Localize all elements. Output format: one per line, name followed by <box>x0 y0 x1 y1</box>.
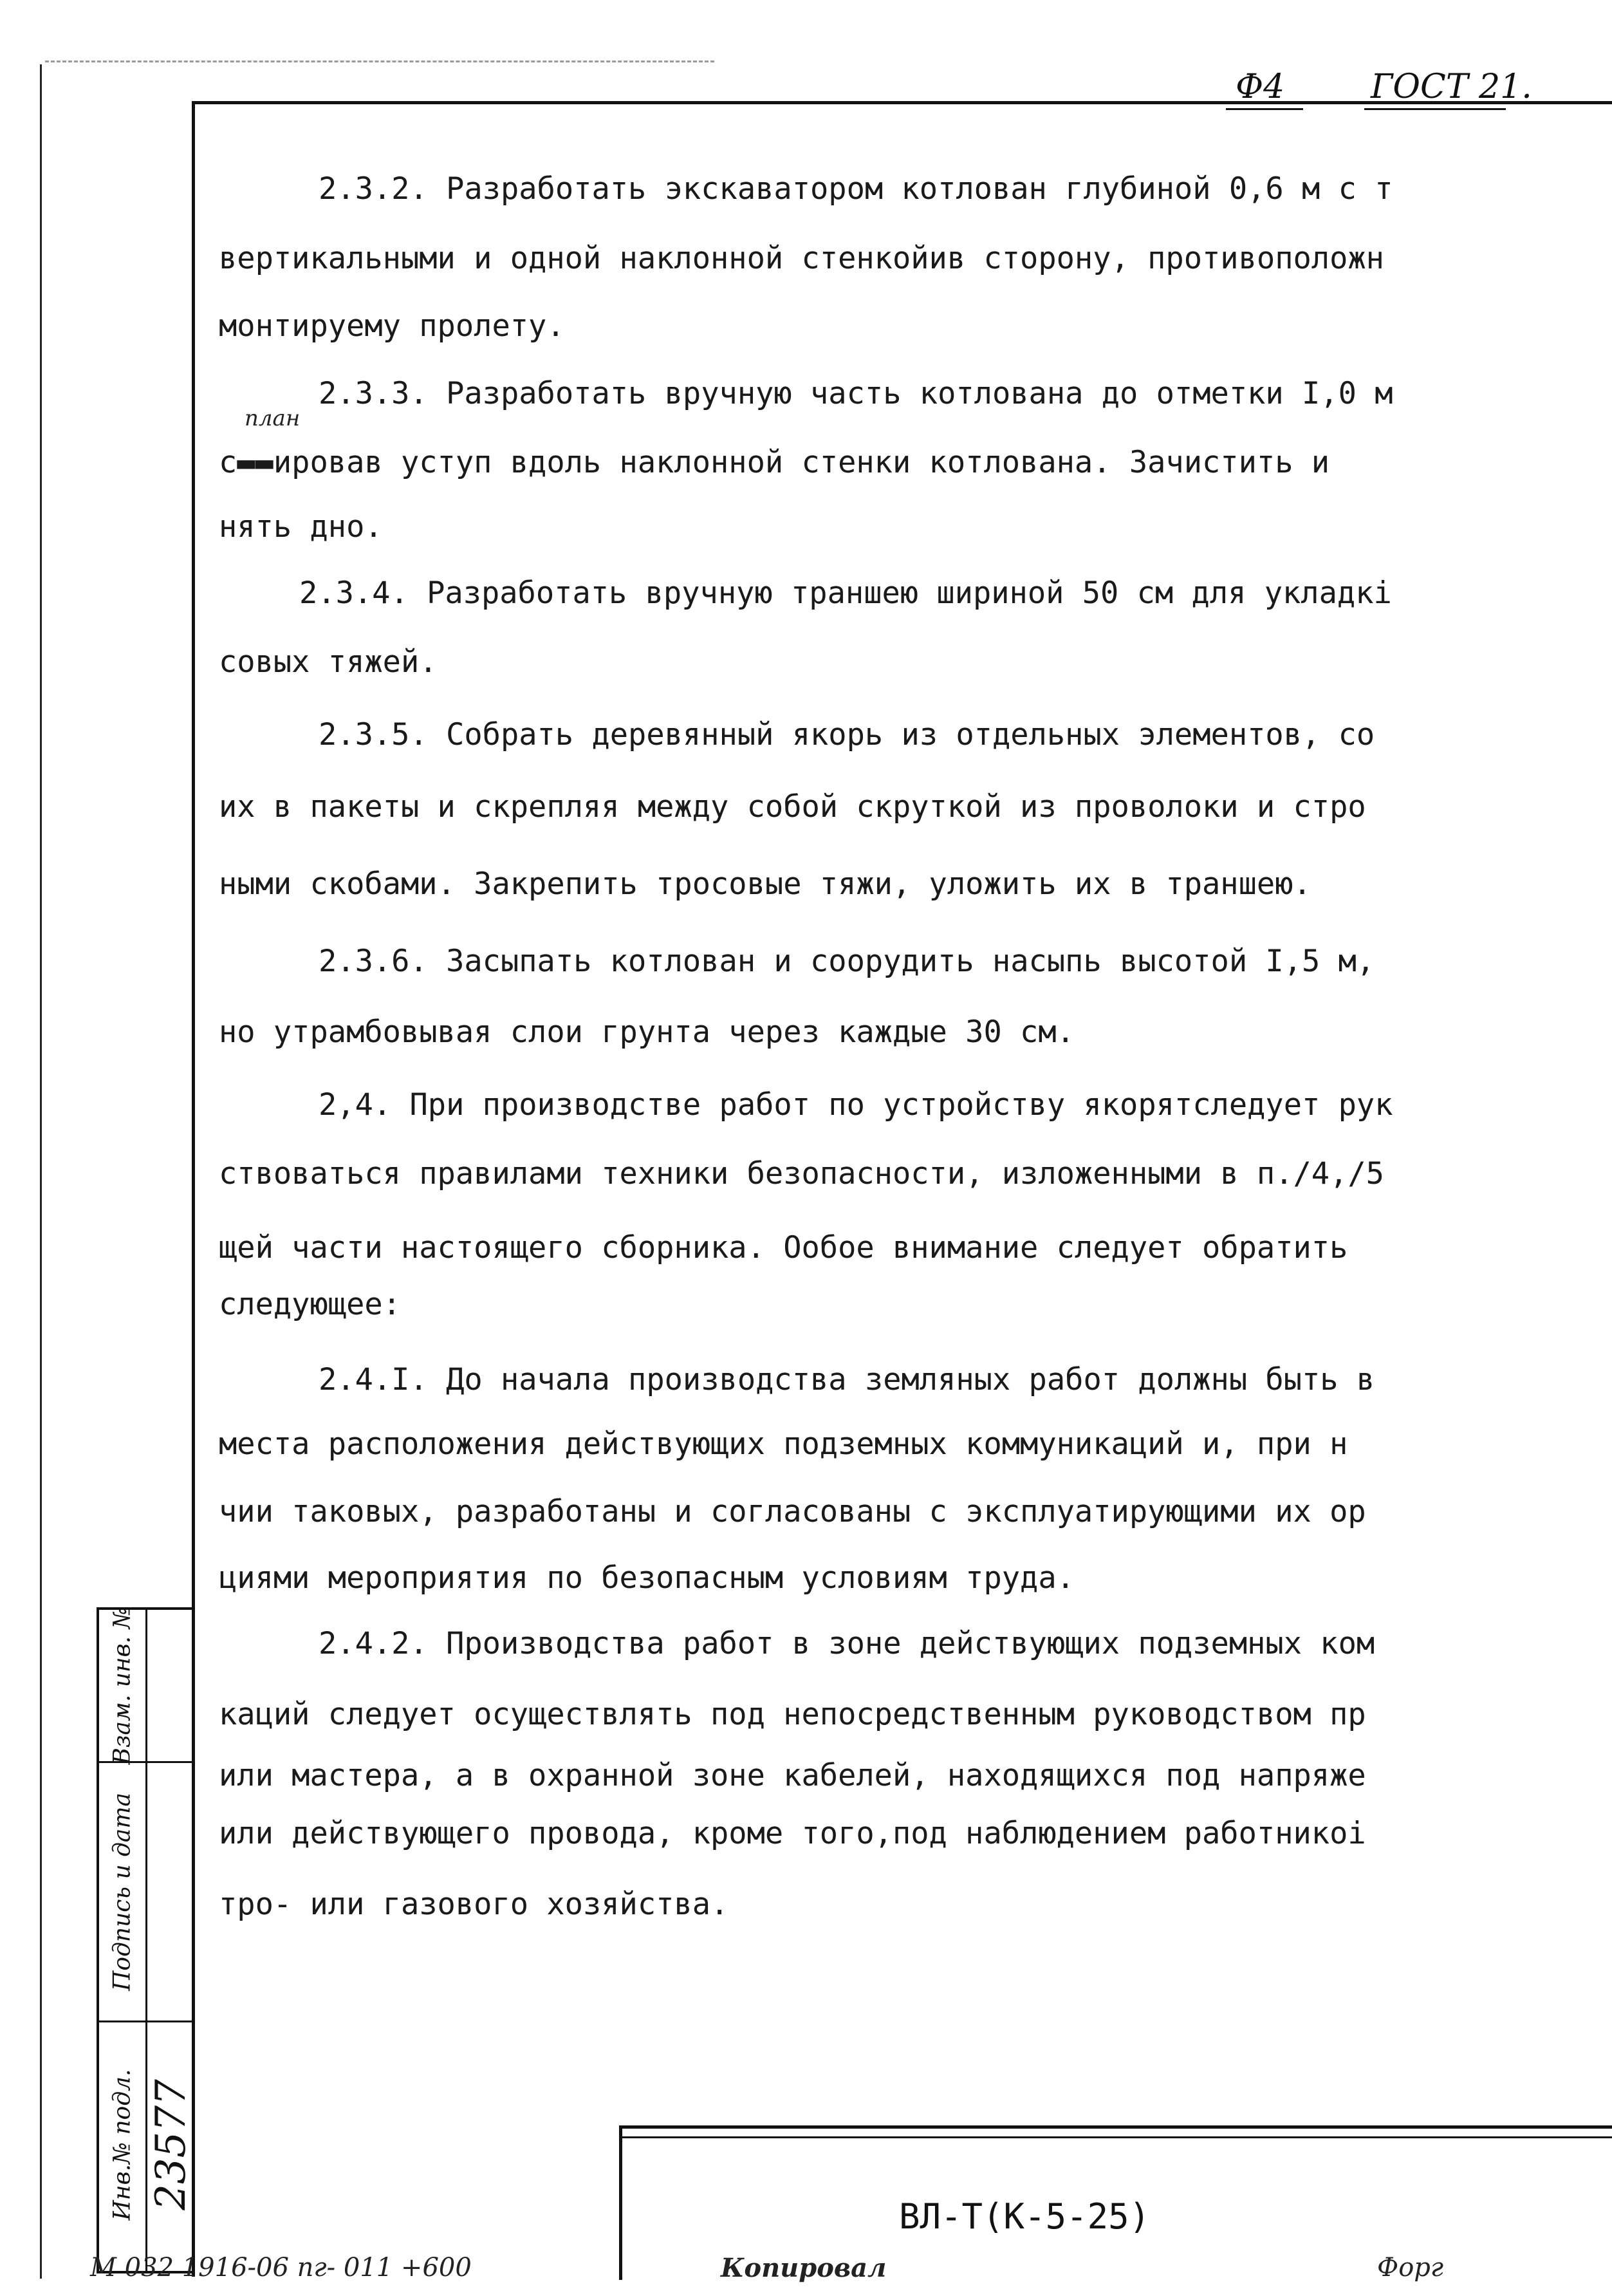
stamp-value-column <box>147 1610 194 2271</box>
body-line: 2.4.2. Производства работ в зоне действующих подземных ком <box>319 1626 1375 1661</box>
title-block-inner-rule <box>622 2136 1612 2138</box>
body-line: места расположения действующих подземных коммуникаций и, при н <box>219 1426 1348 1462</box>
stamp-label-podpis: Подпись и дата <box>109 1793 136 1991</box>
footer-order-number: М 032 1916-06 пг- 011 +600 <box>90 2253 472 2282</box>
stamp-inventory-number: 23577 <box>147 2079 195 2210</box>
body-line: следующее: <box>219 1287 401 1322</box>
handwritten-note: план <box>245 406 301 431</box>
stamp-label-vzam: Взам. инв. № <box>109 1606 136 1765</box>
body-line: 2.3.2. Разработать экскаватором котлован глубиной 0,6 м с т <box>319 171 1393 207</box>
stamp-cell-vzam <box>99 1606 145 1765</box>
footer-format: Форг <box>1377 2253 1444 2282</box>
body-line: ными скобами. Закрепить тросовые тяжи, уложить их в траншею. <box>219 866 1311 902</box>
stamp-cell-podpis-value <box>147 1763 194 2022</box>
document-code: ВЛ-Т(К-5-25) <box>899 2196 1151 2237</box>
body-line: или действующего провода, кроме того,под наблюдением работникоі <box>219 1816 1366 1851</box>
side-stamp <box>97 1607 194 2273</box>
body-line: или мастера, а в охранной зоне кабелей, находящихся под напряже <box>219 1758 1366 1793</box>
body-line: 2.4.I. До начала производства земляных работ должны быть в <box>319 1362 1375 1397</box>
body-line: нять дно. <box>219 509 383 545</box>
body-line: 2.3.3. Разработать вручную часть котлована до отметки I,0 м <box>319 376 1393 411</box>
stamp-cell-inv-value <box>147 2022 194 2267</box>
stamp-label-column <box>99 1606 147 2271</box>
body-line: но утрамбовывая слои грунта через каждые 30 см. <box>219 1014 1075 1050</box>
body-line: ствоваться правилами техники безопасности, изложенными в п./4,/5 <box>219 1156 1384 1191</box>
footer-copied-by: Копировал <box>721 2253 887 2283</box>
body-line: каций следует осуществлять под непосредственным руководством пр <box>219 1697 1366 1732</box>
header-format-mark: Ф4 <box>1236 68 1285 106</box>
body-line: совых тяжей. <box>219 644 438 680</box>
body-line: 2.3.4. Разработать вручную траншею шириной 50 см для укладкі <box>299 575 1392 611</box>
body-line: вертикальными и одной наклонной стенкойив сторону, противоположн <box>219 241 1384 276</box>
header-standard-mark: ГОСТ 21. <box>1371 68 1532 106</box>
stamp-label-inv: Инв.№ подл. <box>109 2069 136 2221</box>
body-line: монтируему пролету. <box>219 308 565 344</box>
stamp-cell-inv <box>99 2022 145 2267</box>
body-line: 2,4. При производстве работ по устройству якорятследует рук <box>319 1087 1393 1123</box>
body-line: тро- или газового хозяйства. <box>219 1887 729 1922</box>
body-line: с▬▬ировав уступ вдоль наклонной стенки котлована. Зачистить и <box>219 445 1330 480</box>
body-line: 2.3.5. Собрать деревянный якорь из отдельных элементов, со <box>319 717 1375 752</box>
body-line: циями мероприятия по безопасным условиям труда. <box>219 1560 1075 1596</box>
body-line: чии таковых, разработаны и согласованы с эксплуатирующими их ор <box>219 1494 1366 1529</box>
stamp-cell-podpis <box>99 1763 145 2022</box>
body-line: щей части настоящего сборника. Ообое внимание следует обратить <box>219 1230 1348 1265</box>
stamp-cell-vzam-value <box>147 1610 194 1763</box>
body-line: их в пакеты и скрепляя между собой скруткой из проволоки и стро <box>219 789 1366 825</box>
body-line: 2.3.6. Засыпать котлован и соорудить насыпь высотой I,5 м, <box>319 944 1375 979</box>
